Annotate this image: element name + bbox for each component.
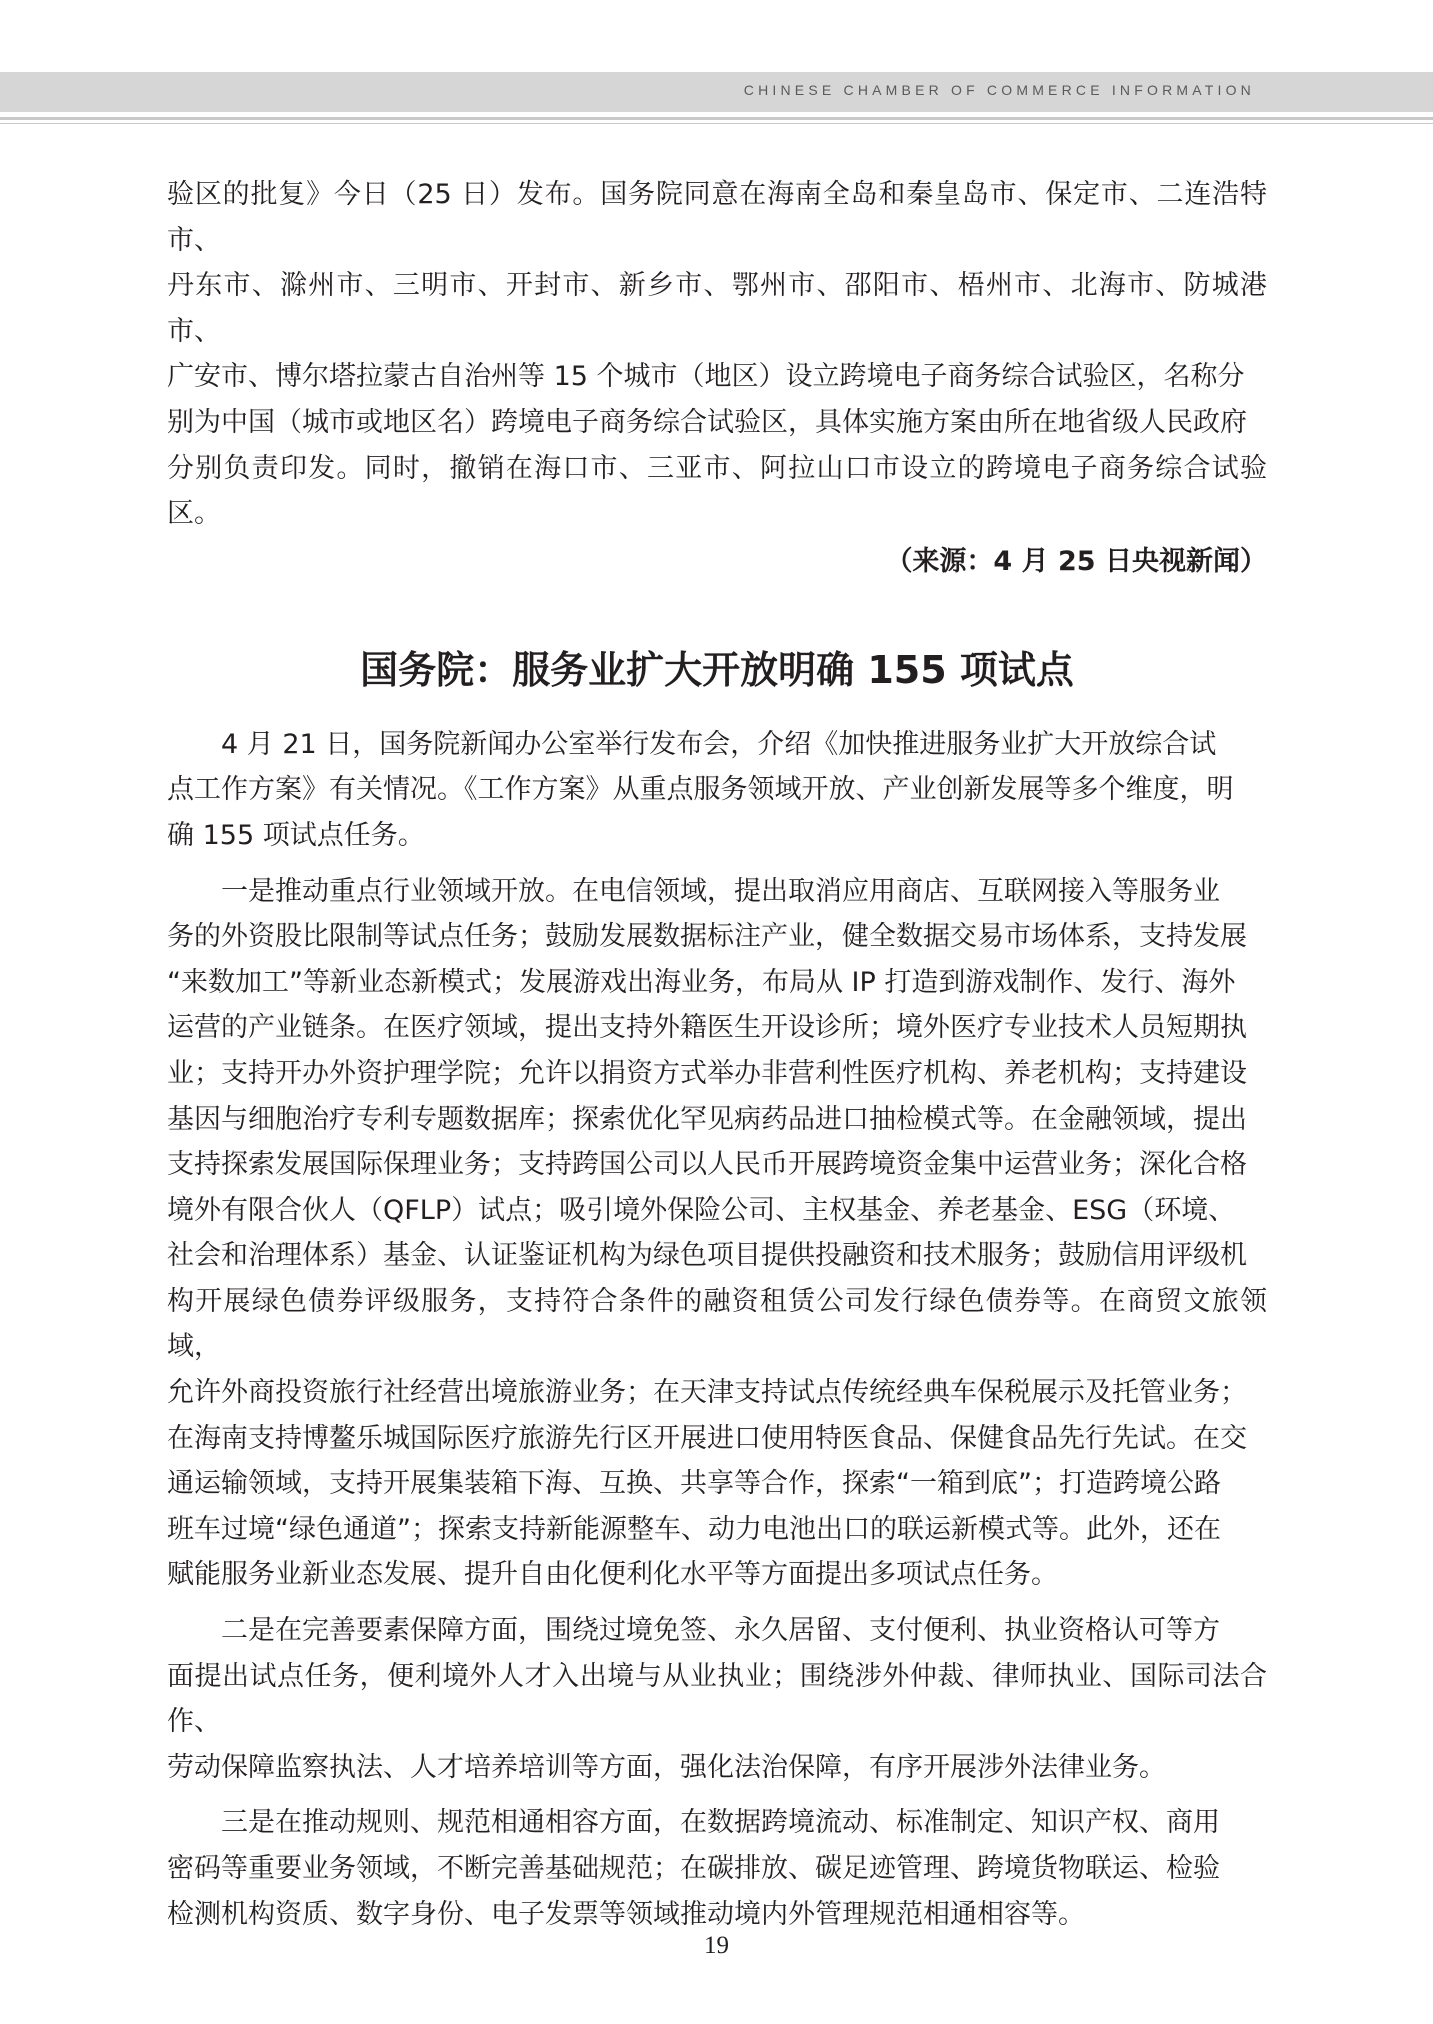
header-divider-thin xyxy=(0,123,1433,124)
header-divider xyxy=(0,117,1433,120)
publication-name: CHINESE CHAMBER OF COMMERCE INFORMATION xyxy=(743,82,1255,98)
article-paragraph: 二是在完善要素保障方面，围绕过境免签、永久居留、支付便利、执业资格认可等方 面提出试点任务，便利境外人才入出境与从业执业；围绕涉外仲裁、律师执业、国际司法合作、 劳动保障监察执法、人才培养培训等方面，强化法治保障，有序开展涉外法律业务。 xyxy=(167,1615,1267,1783)
article-paragraph: 一是推动重点行业领域开放。在电信领域，提出取消应用商店、互联网接入等服务业 务的外资股比限制等试点任务；鼓励发展数据标注产业，健全数据交易市场体系，支持发展 “来数加工”等新业态新模式；发展游戏出海业务，布局从 IP 打造到游戏制作、发行、海外 运营的产业链条。在医疗领域，提出支持外籍医生开设诊所；境外医疗专业技术人员短期执 业；支持开办外资护理学院；允许以捐资方式举办非营利性医疗机构、养老机构；支持建设 基因与细胞治疗专利专题数据库；探索优化罕见病药品进口抽检模式等。在金融领域，提出 支持探索发展国际保理业务；支持跨国公司以人民币开展跨境资金集中运营业务；深化合格 境外有限合伙人（QFLP）试点；吸引境外保险公司、主权基金、养老基金、ESG（环境、 社会和治理体系）基金、认证鉴证机构为绿色项目提供投融资和技术服务；鼓励信用评级机 构开展绿色债券评级服务，支持符合条件的融资租赁公司发行绿色债券等。在商贸文旅领域， 允许外商投资旅行社经营出境旅游业务；在天津支持试点传统经典车保税展示及托管业务； 在海南支持博鳌乐城国际医疗旅游先行区开展进口使用特医食品、保健食品先行先试。在交 通运输领域，支持开展集装箱下海、互换、共享等合作，探索“一箱到底”；打造跨境公路 班车过境“绿色通道”；探索支持新能源整车、动力电池出口的联运新模式等。此外，还在 赋能服务业新业态发展、提升自由化便利化水平等方面提出多项试点任务。 xyxy=(167,875,1267,1591)
page-number: 19 xyxy=(704,1932,729,1959)
article-source: （来源：4 月 25 日央视新闻） xyxy=(885,545,1267,577)
article-title: 国务院：服务业扩大开放明确 155 项试点 xyxy=(360,647,1074,692)
page-content xyxy=(167,172,1267,1937)
article-paragraph: 4 月 21 日，国务院新闻办公室举行发布会，介绍《加快推进服务业扩大开放综合试 点工作方案》有关情况。《工作方案》从重点服务领域开放、产业创新发展等多个维度，明 确 155 项试点任务。 xyxy=(167,728,1234,851)
article-continued-paragraph: 验区的批复》今日（25 日）发布。国务院同意在海南全岛和秦皇岛市、保定市、二连浩特市、 丹东市、滁州市、三明市、开封市、新乡市、鄂州市、邵阳市、梧州市、北海市、防城港市、 广安市、博尔塔拉蒙古自治州等 15 个城市（地区）设立跨境电子商务综合试验区，名称分 别为中国（城市或地区名）跨境电子商务综合试验区，具体实施方案由所在地省级人民政府 分别负责印发。同时，撤销在海口市、三亚市、阿拉山口市设立的跨境电子商务综合试验区。 xyxy=(167,179,1267,530)
article-paragraph: 三是在推动规则、规范相通相容方面，在数据跨境流动、标准制定、知识产权、商用 密码等重要业务领域，不断完善基础规范；在碳排放、碳足迹管理、跨境货物联运、检验 检测机构资质、数字身份、电子发票等领域推动境内外管理规范相通相容等。 xyxy=(167,1807,1220,1930)
